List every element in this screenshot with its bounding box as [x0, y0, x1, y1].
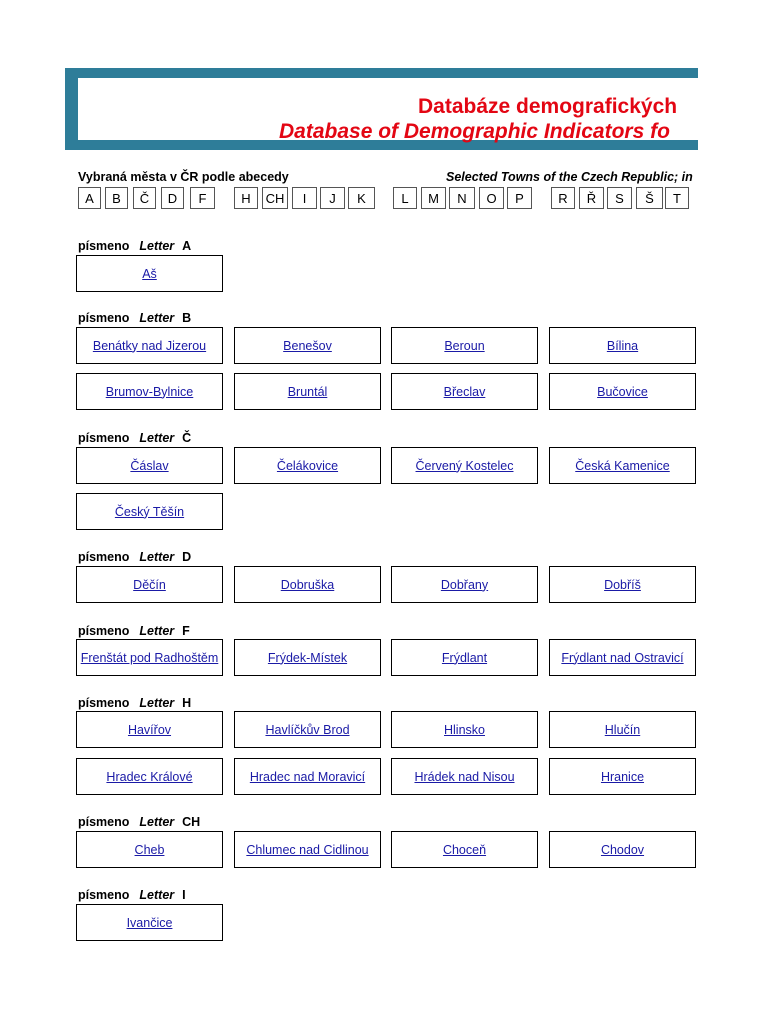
section-label — [78, 431, 191, 445]
page-title-czech: Databáze demografických — [418, 95, 678, 118]
section-label-czech: písmeno — [78, 888, 130, 902]
section-label-czech: písmeno — [78, 815, 130, 829]
town-link[interactable]: Bruntál — [234, 373, 381, 410]
section-letter: I — [182, 888, 186, 902]
section-label-english: Letter — [139, 888, 175, 902]
town-link[interactable]: Dobříš — [549, 566, 696, 603]
section-letter: Č — [182, 431, 192, 445]
section-letter: B — [182, 311, 192, 325]
letter-button[interactable]: M — [421, 187, 446, 209]
title-banner-inner — [78, 78, 768, 143]
town-link[interactable]: Hradec Králové — [76, 758, 223, 795]
section-label-english: Letter — [139, 815, 175, 829]
letter-button[interactable]: Č — [133, 187, 156, 209]
town-link[interactable]: Aš — [76, 255, 223, 292]
town-link[interactable]: Frýdlant — [391, 639, 538, 676]
section-label — [78, 624, 190, 638]
town-link[interactable]: Děčín — [76, 566, 223, 603]
town-link[interactable]: Frýdlant nad Ostravicí — [549, 639, 696, 676]
letter-button[interactable]: F — [190, 187, 215, 209]
letter-button[interactable]: A — [78, 187, 101, 209]
town-link[interactable]: Čáslav — [76, 447, 223, 484]
title-banner — [65, 68, 768, 150]
section-label-english: Letter — [139, 311, 175, 325]
town-link[interactable]: Chodov — [549, 831, 696, 868]
section-label — [78, 311, 191, 325]
section-letter: F — [182, 624, 190, 638]
town-link[interactable]: Český Těšín — [76, 493, 223, 530]
letter-button[interactable]: J — [320, 187, 345, 209]
town-link[interactable]: Frýdek-Místek — [234, 639, 381, 676]
letter-button[interactable]: H — [234, 187, 258, 209]
section-letter: D — [182, 550, 192, 564]
letter-button[interactable]: CH — [262, 187, 288, 209]
section-label-czech: písmeno — [78, 624, 130, 638]
town-link[interactable]: Hranice — [549, 758, 696, 795]
town-link[interactable]: Bučovice — [549, 373, 696, 410]
letter-button[interactable]: B — [105, 187, 128, 209]
town-link[interactable]: Beroun — [391, 327, 538, 364]
section-label — [78, 239, 191, 253]
town-link[interactable]: Frenštát pod Radhoštěm — [76, 639, 223, 676]
letter-button[interactable]: O — [479, 187, 504, 209]
section-letter: CH — [182, 815, 201, 829]
letter-button[interactable]: K — [348, 187, 375, 209]
letter-button[interactable]: Ř — [579, 187, 604, 209]
subtitle-czech: Vybraná města v ČR podle abecedy — [78, 170, 289, 184]
town-link[interactable]: Chlumec nad Cidlinou — [234, 831, 381, 868]
town-link[interactable]: Bílina — [549, 327, 696, 364]
section-label-czech: písmeno — [78, 431, 130, 445]
right-edge-mask — [698, 0, 768, 1024]
town-link[interactable]: Benátky nad Jizerou — [76, 327, 223, 364]
town-link[interactable]: Brumov-Bylnice — [76, 373, 223, 410]
letter-button[interactable]: S — [607, 187, 632, 209]
section-label — [78, 888, 186, 902]
town-link[interactable]: Benešov — [234, 327, 381, 364]
town-link[interactable]: Dobřany — [391, 566, 538, 603]
town-link[interactable]: Břeclav — [391, 373, 538, 410]
section-label — [78, 815, 200, 829]
letter-button[interactable]: L — [393, 187, 417, 209]
section-label — [78, 550, 191, 564]
letter-button[interactable]: N — [449, 187, 475, 209]
letter-button[interactable]: R — [551, 187, 575, 209]
town-link[interactable]: Česká Kamenice — [549, 447, 696, 484]
section-label — [78, 696, 191, 710]
page-title-english: Database of Demographic Indicators fo — [279, 120, 670, 143]
section-label-english: Letter — [139, 239, 175, 253]
letter-button[interactable]: Š — [636, 187, 663, 209]
town-link[interactable]: Hradec nad Moravicí — [234, 758, 381, 795]
town-link[interactable]: Červený Kostelec — [391, 447, 538, 484]
section-label-czech: písmeno — [78, 550, 130, 564]
section-label-english: Letter — [139, 550, 175, 564]
section-letter: H — [182, 696, 192, 710]
letter-button[interactable]: I — [292, 187, 317, 209]
town-link[interactable]: Čelákovice — [234, 447, 381, 484]
letter-button[interactable]: P — [507, 187, 532, 209]
section-label-czech: písmeno — [78, 311, 130, 325]
town-link[interactable]: Havířov — [76, 711, 223, 748]
town-link[interactable]: Hlinsko — [391, 711, 538, 748]
town-link[interactable]: Cheb — [76, 831, 223, 868]
town-link[interactable]: Dobruška — [234, 566, 381, 603]
section-label-english: Letter — [139, 624, 175, 638]
subtitle-english: Selected Towns of the Czech Republic; in — [446, 170, 693, 184]
letter-button[interactable]: D — [161, 187, 184, 209]
section-label-czech: písmeno — [78, 696, 130, 710]
letter-button[interactable]: T — [665, 187, 689, 209]
town-link[interactable]: Choceň — [391, 831, 538, 868]
section-label-english: Letter — [139, 431, 175, 445]
section-letter: A — [182, 239, 192, 253]
town-link[interactable]: Ivančice — [76, 904, 223, 941]
section-label-czech: písmeno — [78, 239, 130, 253]
town-link[interactable]: Havlíčkův Brod — [234, 711, 381, 748]
town-link[interactable]: Hrádek nad Nisou — [391, 758, 538, 795]
section-label-english: Letter — [139, 696, 175, 710]
town-link[interactable]: Hlučín — [549, 711, 696, 748]
